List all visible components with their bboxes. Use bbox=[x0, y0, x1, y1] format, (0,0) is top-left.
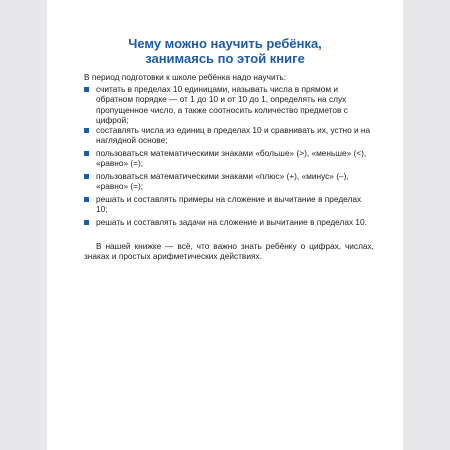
bullet-icon bbox=[84, 87, 89, 92]
list-item: пользоваться математическими знаками «плюс» (+), «минус» (–), «равно» (=); bbox=[84, 171, 374, 192]
page-title-line2: занимаясь по этой книге bbox=[145, 51, 305, 66]
list-item: считать в пределах 10 единицами, называть числа в прямом и обратном порядке — от 1 до 10 и от 10 до 1, определять на слух пропущенное число, а также соотносить количество предметов с цифрой; bbox=[84, 84, 374, 125]
bullet-icon bbox=[84, 128, 89, 133]
list-item: составлять числа из единиц в пределах 10 и сравнивать их, устно и на наглядной основе; bbox=[84, 125, 374, 146]
list-item: пользоваться математическими знаками «больше» (>), «меньше» (<), «равно» (=); bbox=[84, 148, 374, 169]
list-item: решать и составлять задачи на сложение и вычитание в пределах 10. bbox=[84, 217, 374, 227]
bullet-icon bbox=[84, 220, 89, 225]
intro-text: В период подготовки к школе ребёнка надо научить: bbox=[84, 72, 287, 82]
summary-text: В нашей книжке — всё, что важно знать ребёнку о цифрах, числах, знаках и простых арифметических действиях. bbox=[84, 241, 374, 262]
bullet-icon bbox=[84, 151, 89, 156]
list-item: решать и составлять примеры на сложение и вычитание в пределах 10; bbox=[84, 194, 374, 215]
book-page bbox=[47, 0, 403, 450]
page-title-line1: Чему можно научить ребёнка, bbox=[128, 36, 322, 51]
bullet-icon bbox=[84, 197, 89, 202]
bullet-icon bbox=[84, 174, 89, 179]
